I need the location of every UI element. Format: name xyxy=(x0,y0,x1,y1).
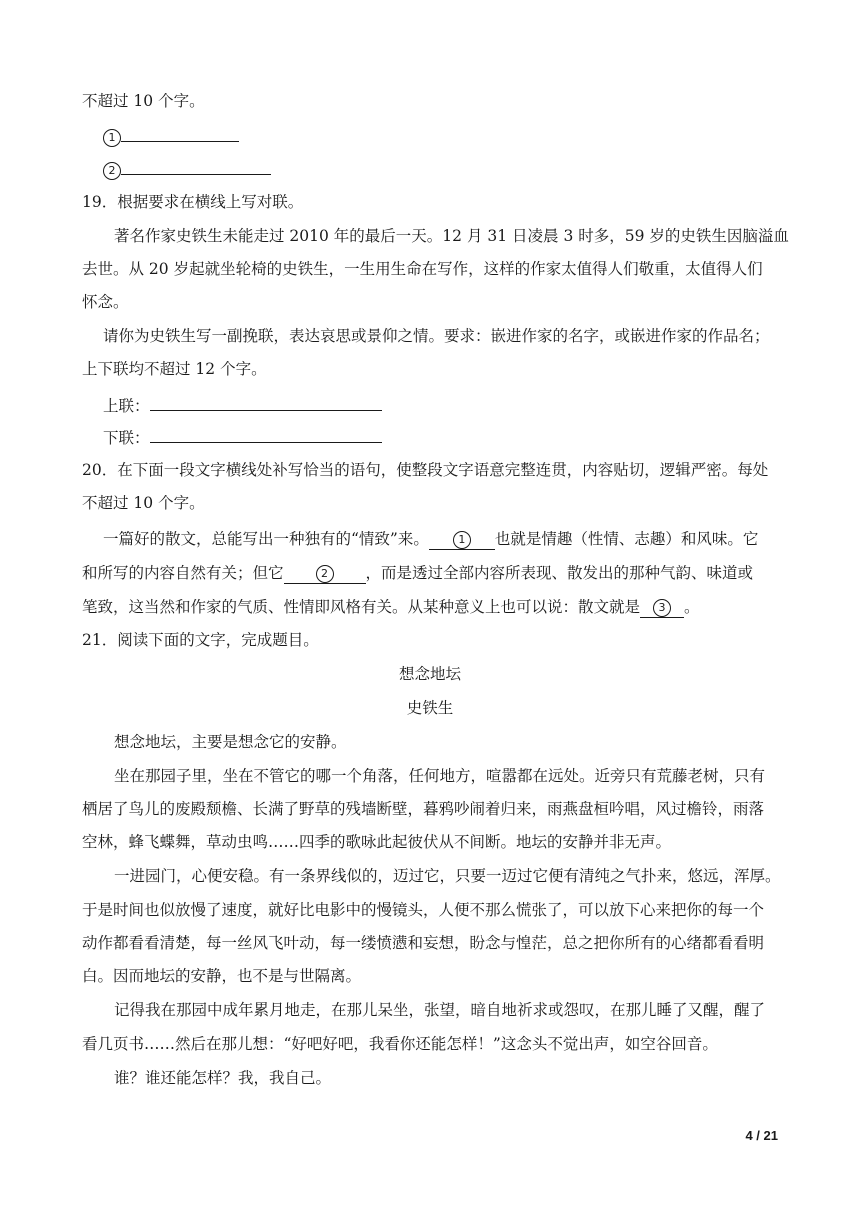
upper-couplet-label: 上联： xyxy=(103,397,150,415)
circled-number-2: 2 xyxy=(103,162,121,180)
q20-blank-3[interactable] xyxy=(640,597,684,618)
page-number: 4 / 21 xyxy=(745,1128,778,1143)
article-line: 看几页书……然后在那儿想：“好吧好吧，我看你还能怎样！”这念头不觉出声，如空谷回音。 xyxy=(82,1035,718,1053)
q20-blank-2[interactable] xyxy=(284,563,366,584)
circled-number-1: 1 xyxy=(453,531,471,549)
article-line: 坐在那园子里，坐在不管它的哪一个角落，任何地方，喧嚣都在远处。近旁只有荒藤老树，只有 xyxy=(114,767,766,785)
q20-blank-1[interactable] xyxy=(429,529,495,550)
circled-number-3: 3 xyxy=(653,599,671,617)
article-line: 空林，蜂飞蝶舞，草动虫鸣……四季的歌咏此起彼伏从不间断。地坛的安静并非无声。 xyxy=(82,833,672,851)
q19-title: 19．根据要求在横线上写对联。 xyxy=(82,193,304,211)
q21-title: 21．阅读下面的文字，完成题目。 xyxy=(82,631,319,649)
article-title: 想念地坛 xyxy=(398,665,461,683)
circled-number-2: 2 xyxy=(316,565,334,583)
article-line: 动作都看看清楚，每一丝风飞叶动，每一缕愤懑和妄想，盼念与惶茫，总之把你所有的心绪都看看明 xyxy=(82,934,765,952)
article-line: 于是时间也似放慢了速度，就好比电影中的慢镜头，人便不那么慌张了，可以放下心来把你的每一个 xyxy=(82,901,765,919)
q19-para-line: 怀念。 xyxy=(82,293,129,311)
q20-text: 和所写的内容自然有关；但它 xyxy=(82,564,284,582)
q20-text: ，而是透过全部内容所表现、散发出的那种气韵、味道或 xyxy=(365,564,754,582)
q20-para-line-2 xyxy=(82,563,753,584)
article-line: 一进园门，心便安稳。有一条界线似的，迈过它，只要一迈过它便有清纯之气扑来，悠远，浑厚。 xyxy=(114,867,781,885)
q20-para-line-3 xyxy=(82,597,700,618)
q20-text: 一篇好的散文，总能写出一种独有的“情致”来。 xyxy=(103,530,429,548)
lower-couplet xyxy=(103,427,382,448)
q19-requirement-line: 上下联均不超过 12 个字。 xyxy=(82,360,267,378)
q20-para-line-1 xyxy=(103,529,758,550)
q19-para-line: 去世。从 20 岁起就坐轮椅的史铁生，一生用生命在写作，这样的作家太值得人们敬重，太值得人们 xyxy=(82,260,763,278)
article-line: 栖居了鸟儿的废殿颓檐、长满了野草的残墙断壁，暮鸦吵闹着归来，雨燕盘桓吟唱，风过檐铃，雨落 xyxy=(82,800,765,818)
article-line: 谁？谁还能怎样？我，我自己。 xyxy=(114,1069,332,1087)
q20-title-cont: 不超过 10 个字。 xyxy=(82,494,205,512)
q20-title: 20．在下面一段文字横线处补写恰当的语句，使整段文字语意完整连贯，内容贴切，逻辑严密。每处 xyxy=(82,461,769,479)
q19-para-line: 著名作家史铁生未能走过 2010 年的最后一天。12 月 31 日凌晨 3 时多，59 岁的史铁生因脑溢血 xyxy=(114,227,789,245)
article-line: 白。因而地坛的安静，也不是与世隔离。 xyxy=(82,967,362,985)
q18-answer-1 xyxy=(103,126,239,147)
upper-couplet xyxy=(103,395,382,416)
q18-tail: 不超过 10 个字。 xyxy=(82,92,205,110)
q19-requirement-line: 请你为史铁生写一副挽联，表达哀思或景仰之情。要求：嵌进作家的名字，或嵌进作家的作品名； xyxy=(103,327,770,345)
q20-text: 也就是情趣（性情、志趣）和风味。它 xyxy=(494,530,759,548)
lower-couplet-blank[interactable] xyxy=(150,427,382,443)
answer-blank-1[interactable] xyxy=(121,126,239,142)
answer-blank-2[interactable] xyxy=(121,159,271,175)
lower-couplet-label: 下联： xyxy=(103,429,150,447)
upper-couplet-blank[interactable] xyxy=(150,395,382,411)
q20-text: 笔致，这当然和作家的气质、性情即风格有关。从某种意义上也可以说：散文就是 xyxy=(82,598,641,616)
article-author: 史铁生 xyxy=(406,699,454,717)
article-line: 记得我在那园中成年累月地走，在那儿呆坐，张望，暗自地祈求或怨叹，在那儿睡了又醒，醒了 xyxy=(114,1001,766,1019)
article-line: 想念地坛，主要是想念它的安静。 xyxy=(114,733,347,751)
q18-answer-2 xyxy=(103,159,271,180)
circled-number-1: 1 xyxy=(103,129,121,147)
q20-text: 。 xyxy=(684,598,700,616)
